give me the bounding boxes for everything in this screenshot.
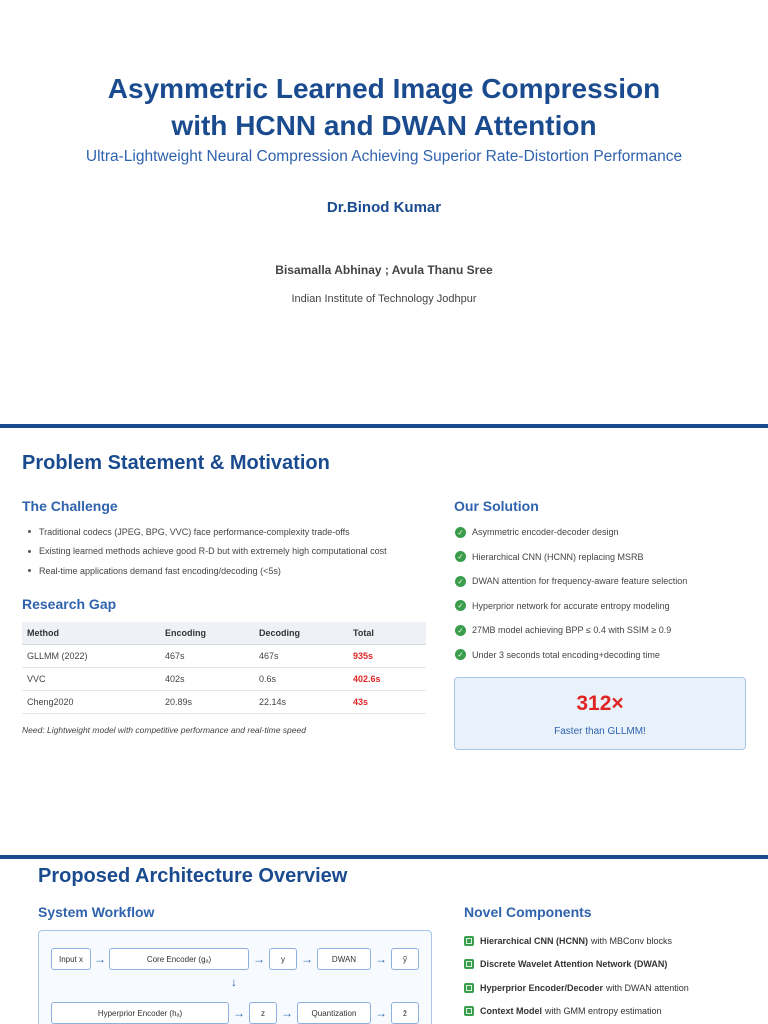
table-cell: 20.89s [160,690,254,713]
solution-heading: Our Solution [454,498,539,514]
quantization-node: Quantization [297,1002,371,1024]
arrow-right-icon: → [375,1006,387,1020]
presentation-title [0,70,768,144]
output-z-node: ẑ [391,1002,419,1024]
dwan-node: DWAN [317,948,371,970]
latent-y-node: y [269,948,297,970]
output-y-node: ỹ [391,948,419,970]
check-circle-icon: ✓ [455,576,466,587]
arrow-down-icon: ↓ [231,975,237,989]
table-cell: VVC [22,667,160,690]
list-item: ✓ DWAN attention for frequency-aware feature selection [455,569,687,594]
cube-icon [464,983,474,993]
list-item: Hyperprior Encoder/Decoder with DWAN attention [464,976,689,1000]
list-item: Discrete Wavelet Attention Network (DWAN) [464,953,689,977]
slide-heading: Proposed Architecture Overview [38,865,348,887]
check-circle-icon: ✓ [455,527,466,538]
presentation-subtitle: Ultra-Lightweight Neural Compression Achieving Superior Rate-Distortion Performance [85,148,683,165]
table-row [22,690,426,713]
cube-icon [464,1006,474,1016]
table-cell: 0.6s [254,667,348,690]
need-note: Need: Lightweight model with competitive performance and real-time speed [22,725,306,735]
author-names: Bisamalla Abhinay ; Avula Thanu Sree [275,263,493,277]
list-item: ✓ 27MB model achieving BPP ≤ 0.4 with SSIM ≥ 0.9 [455,618,687,643]
presenter-name: Dr.Binod Kumar [326,199,442,216]
list-item: Traditional codecs (JPEG, BPG, VVC) face performance-complexity trade-offs [28,522,387,542]
components-heading: Novel Components [464,904,592,920]
problem-statement-slide [0,428,768,855]
list-item: ✓ Hyperprior network for accurate entropy modeling [455,594,687,619]
check-circle-icon: ✓ [455,600,466,611]
core-encoder-node: Core Encoder (gₐ) [109,948,249,970]
table-cell: 22.14s [254,690,348,713]
list-item: Existing learned methods achieve good R-D but with extremely high computational cost [28,542,387,562]
list-item: ✓ Hierarchical CNN (HCNN) replacing MSRB [455,545,687,570]
slide-heading: Problem Statement & Motivation [22,452,330,474]
bullet-icon [28,530,31,533]
affiliation: Indian Institute of Technology Jodhpur [291,293,477,305]
research-gap-heading: Research Gap [22,596,117,612]
solution-list [455,520,687,667]
table-header-row [22,622,426,644]
table-cell-total: 935s [348,644,426,667]
table-cell-total: 402.6s [348,667,426,690]
column-header: Decoding [254,622,348,644]
table-cell: 467s [160,644,254,667]
arrow-right-icon: → [94,952,106,966]
table-cell: GLLMM (2022) [22,644,160,667]
architecture-slide [0,859,768,1024]
list-item: Context Model with GMM entropy estimation [464,1000,689,1024]
speedup-label: Faster than GLLMM! [554,726,646,737]
check-circle-icon: ✓ [455,649,466,660]
arrow-right-icon: → [301,952,313,966]
speedup-value: 312× [576,692,624,715]
workflow-heading: System Workflow [38,904,155,920]
check-circle-icon: ✓ [455,625,466,636]
title-line-2: with HCNN and DWAN Attention [171,110,597,141]
table-row [22,667,426,690]
table-cell: 467s [254,644,348,667]
table-cell: Cheng2020 [22,690,160,713]
title-slide [0,0,768,424]
list-item: Real-time applications demand fast encoding/decoding (<5s) [28,561,387,581]
bullet-icon [28,569,31,572]
hyperprior-encoder-node: Hyperprior Encoder (hₐ) [51,1002,229,1024]
components-list [464,929,689,1023]
bullet-icon [28,550,31,553]
latent-z-node: z [249,1002,277,1024]
workflow-diagram [38,930,432,1024]
input-node: Input x [51,948,91,970]
table-cell: 402s [160,667,254,690]
speedup-callout [454,677,746,750]
research-gap-table [22,622,426,714]
arrow-right-icon: → [253,952,265,966]
list-item: Hierarchical CNN (HCNN) with MBConv blocks [464,929,689,953]
table-cell-total: 43s [348,690,426,713]
table-row [22,644,426,667]
cube-icon [464,959,474,969]
challenge-list [28,522,387,581]
cube-icon [464,936,474,946]
list-item: ✓ Asymmetric encoder-decoder design [455,520,687,545]
check-circle-icon: ✓ [455,551,466,562]
column-header: Method [22,622,160,644]
challenge-heading: The Challenge [22,498,118,514]
title-line-1: Asymmetric Learned Image Compression [107,73,661,104]
list-item: ✓ Under 3 seconds total encoding+decoding time [455,643,687,668]
arrow-right-icon: → [375,952,387,966]
arrow-right-icon: → [233,1006,245,1020]
arrow-right-icon: → [281,1006,293,1020]
column-header: Encoding [160,622,254,644]
column-header: Total [348,622,426,644]
